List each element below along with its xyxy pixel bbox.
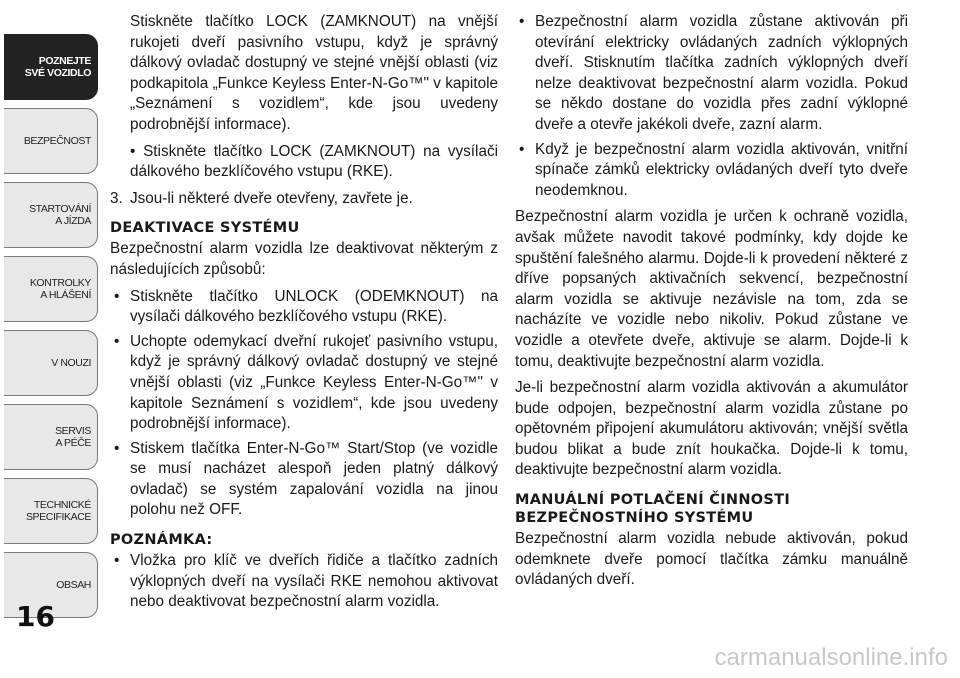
left-column (110, 12, 498, 619)
tab-servis-a-pece[interactable]: SERVIS A PÉČE (4, 404, 98, 470)
lock-rke-paragraph: • Stiskněte tlačítko LOCK (ZAMKNOUT) na vysílači dálkového bezklíčového vstupu (RKE). (130, 142, 498, 181)
heading-note: POZNÁMKA: (110, 532, 213, 549)
false-alarm-paragraph: Bezpečnostní alarm vozidla je určen k ochraně vozidla, avšak můžete navodit takové podmínky, kdy dojde ke spuštění falešného alarmu. Dojde-li k provedení některé z dříve popsaných aktivačních sekvencí, bezpečnostní alarm vozidla se aktivuje nezávisle na tom, zda se nacházíte ve vozidle nebo nikoliv. Pokud zůstane ve vozidle a otevřete dveře, aktivuje se alarm. Dojde-li k tomu, deaktivujte bezpečnostní alarm vozidla. (515, 208, 908, 370)
step-number: 3. (110, 189, 123, 207)
list-item: • Uchopte odemykací dveřní rukojeť pasivního vstupu, když je správný dálkový ovladač dostupný ve stejné vnější oblasti (viz „Funkce Keyless Enter-N-Go™" v kapitole Seznámení s vozidlem“, kde jsou uvedeny podrobnější informace). (110, 332, 498, 435)
list-item: • Bezpečnostní alarm vozidla zůstane aktivován při otevírání elektricky ovládaných zadních výklopných dveří. Stisknutím tlačítka zadních výklopných dveří nelze deaktivovat bezpečnostní alarm vozidla. Pokud se někdo dostane do vozidla přes zadní výklopné dveře a otevře jakékoli dveře, zazní alarm. (515, 12, 908, 136)
page-number: 16 (16, 600, 55, 633)
note-list-right (515, 12, 908, 201)
tab-startovani-a-jizda[interactable]: STARTOVÁNÍ A JÍZDA (4, 182, 98, 248)
lock-handle-paragraph: Stiskněte tlačítko LOCK (ZAMKNOUT) na vnější rukojeti dveří pasivního vstupu, když je správný dálkový ovladač dostupný ve stejné vnější oblasti (viz podkapitola „Funkce Keyless Enter-N-Go™" v kapitole „Seznámení s vozidlem“, kde jsou uvedeny podrobnější informace). (130, 13, 498, 133)
note-list-left (110, 551, 498, 613)
heading-manual-override: MANUÁLNÍ POTLAČENÍ ČINNOSTI BEZPEČNOSTNÍHO SYSTÉMU (515, 492, 791, 527)
tab-obsah[interactable]: OBSAH (4, 552, 98, 618)
list-item: • Vložka pro klíč ve dveřích řidiče a tlačítko zadních výklopných dveří na vysílači RKE nemohou aktivovat nebo deaktivovat bezpečnostní alarm vozidla. (110, 551, 498, 613)
watermark: carmanualsonline.info (714, 644, 948, 671)
deactivation-intro: Bezpečnostní alarm vozidla lze deaktivovat některým z následujících způsobů: (110, 240, 498, 278)
list-item: • Stiskněte tlačítko UNLOCK (ODEMKNOUT) na vysílači dálkového bezklíčového vstupu (RKE). (110, 287, 498, 328)
tab-v-nouzi[interactable]: V NOUZI (4, 330, 98, 396)
battery-paragraph: Je-li bezpečnostní alarm vozidla aktivován a akumulátor bude odpojen, bezpečnostní alarm vozidla zůstane po opětovném připojení akumulátoru aktivován; vnější světla budou blikat a bude znít houkačka. Dojde-li k tomu, deaktivujte bezpečnostní alarm vozidla. (515, 379, 908, 479)
step-text: Jsou-li některé dveře otevřeny, zavřete je. (130, 189, 413, 207)
deactivation-list (110, 287, 498, 522)
tab-technicke-specifikace[interactable]: TECHNICKÉ SPECIFIKACE (4, 478, 98, 544)
right-column (515, 12, 908, 597)
step-3 (110, 189, 498, 210)
steps-list (110, 189, 498, 210)
manual-override-paragraph: Bezpečnostní alarm vozidla nebude aktivován, pokud odemknete dveře pomocí tlačítka zámku manuálně ovládaných dveří. (515, 530, 908, 589)
tab-poznejte-sve-vozidlo[interactable]: POZNEJTE SVÉ VOZIDLO (4, 34, 98, 100)
chapter-sidebar (0, 0, 100, 678)
tab-kontrolky-a-hlaseni[interactable]: KONTROLKY A HLÁŠENÍ (4, 256, 98, 322)
heading-deactivation: DEAKTIVACE SYSTÉMU (110, 220, 300, 237)
list-item: • Když je bezpečnostní alarm vozidla aktivován, vnitřní spínače zámků elektricky ovládaných dveří tyto dveře neodemknou. (515, 140, 908, 202)
list-item: • Stiskem tlačítka Enter-N-Go™ Start/Stop (ve vozidle se musí nacházet alespoň jeden platný dálkový ovladač) se systém zapalování vozidla na jinou polohu než OFF. (110, 439, 498, 521)
tab-bezpecnost[interactable]: BEZPEČNOST (4, 108, 98, 174)
